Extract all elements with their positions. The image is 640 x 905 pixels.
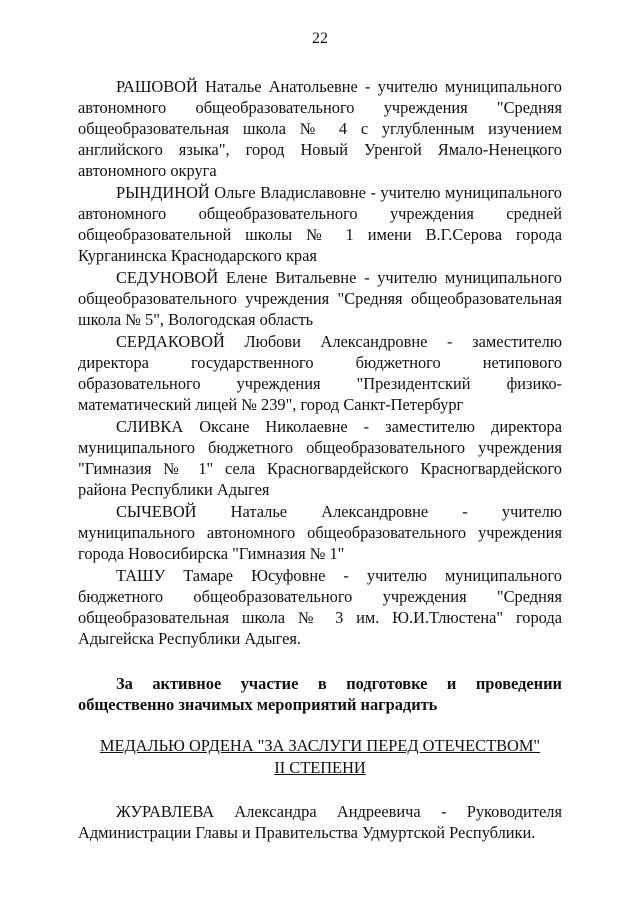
- award-entry: [78, 416, 562, 500]
- entry-details: Оксане Николаевне - заместителю директора муниципального бюджетного общеобразовательного учреждения "Гимназия № 1" села Красногвардейского Красногвардейского района Республики Адыгея: [78, 417, 562, 499]
- entry-details: Тамаре Юсуфовне - учителю муниципального бюджетного общеобразовательного учреждения "Средняя общеобразовательная школа № 3 им. Ю.И.Тлюстена" города Адыгейска Республики Адыгея.: [78, 566, 562, 648]
- entry-details: Елене Витальевне - учителю муниципального общеобразовательного учреждения "Средняя общеобразовательная школа № 5", Вологодская область: [78, 268, 562, 329]
- entry-surname: РЫНДИНОЙ: [116, 183, 210, 202]
- award-title: [78, 735, 562, 779]
- entry-surname: СЕРДАКОВОЙ: [116, 332, 225, 351]
- award-entry-final: [78, 801, 562, 843]
- section-heading: [78, 673, 562, 715]
- award-entry: [78, 501, 562, 564]
- entry-surname: СЕДУНОВОЙ: [116, 268, 219, 287]
- entry-details: Александра Андреевича - Руководителя Администрации Главы и Правительства Удмуртской Республики.: [78, 802, 562, 842]
- page-number: 22: [312, 30, 328, 47]
- entry-surname: ЖУРАВЛЕВА: [116, 802, 215, 821]
- award-title-line2: II СТЕПЕНИ: [274, 758, 366, 777]
- award-title-line1: МЕДАЛЬЮ ОРДЕНА "ЗА ЗАСЛУГИ ПЕРЕД ОТЕЧЕСТВОМ": [99, 736, 541, 755]
- entry-surname: СЛИВКА: [116, 417, 184, 436]
- entry-surname: РАШОВОЙ: [116, 77, 198, 96]
- entry-details: Наталье Александровне - учителю муниципального автономного общеобразовательного учреждения города Новосибирска "Гимназия № 1": [78, 502, 562, 563]
- award-entry: [78, 267, 562, 330]
- section-heading-text: За активное участие в подготовке и проведении общественно значимых мероприятий наградить: [78, 674, 562, 714]
- award-entry: [78, 565, 562, 649]
- award-entry: [78, 182, 562, 266]
- entry-surname: ТАШУ: [116, 566, 166, 585]
- entry-details: Любови Александровне - заместителю директора государственного бюджетного нетипового образовательного учреждения "Президентский физико-математический лицей № 239", город Санкт-Петербург: [78, 332, 562, 414]
- award-entry: [78, 76, 562, 181]
- document-body: [78, 76, 562, 844]
- entry-details: Наталье Анатольевне - учителю муниципального автономного общеобразовательного учреждения "Средняя общеобразовательная школа № 4 с углубленным изучением английского языка", город Новый Уренгой Ямало-Ненецкого автономного округа: [78, 77, 562, 180]
- entry-details: Ольге Владиславовне - учителю муниципального автономного общеобразовательного учреждения средней общеобразовательной школы № 1 имени В.Г.Серова города Курганинска Краснодарского края: [78, 183, 562, 265]
- entry-surname: СЫЧЕВОЙ: [116, 502, 197, 521]
- award-entry: [78, 331, 562, 415]
